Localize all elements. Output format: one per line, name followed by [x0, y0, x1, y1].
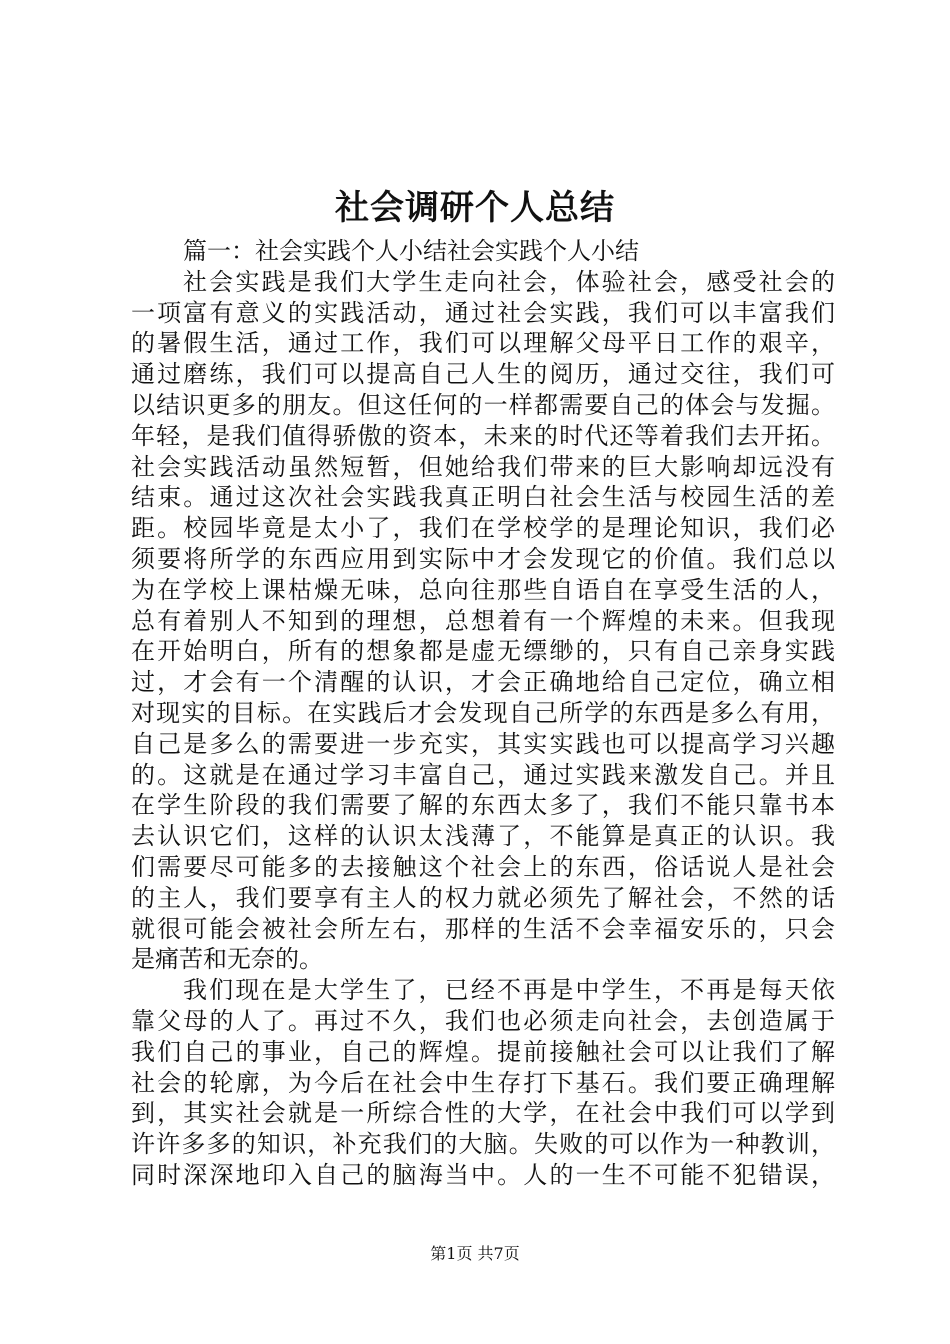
- text-line: 的。这就是在通过学习丰富自己，通过实践来激发自己。并且: [131, 760, 835, 789]
- text-line: 年轻，是我们值得骄傲的资本，未来的时代还等着我们去开拓。: [131, 421, 835, 450]
- document-title: 社会调研个人总结: [335, 188, 615, 228]
- text-line: 许许多多的知识，补充我们的大脑。失败的可以作为一种教训，: [131, 1130, 835, 1159]
- text-line: 对现实的目标。在实践后才会发现自己所学的东西是多么有用，: [131, 698, 835, 727]
- text-line: 同时深深地印入自己的脑海当中。人的一生不可能不犯错误，: [131, 1160, 835, 1189]
- text-line: 我们现在是大学生了，已经不再是中学生，不再是每天依: [183, 976, 835, 1005]
- text-line: 的暑假生活，通过工作，我们可以理解父母平日工作的艰辛，: [131, 329, 835, 358]
- text-line: 为在学校上课枯燥无味，总向往那些自语自在享受生活的人，: [131, 575, 835, 604]
- text-line: 就很可能会被社会所左右，那样的生活不会幸福安乐的，只会: [131, 914, 835, 943]
- text-line: 去认识它们，这样的认识太浅薄了，不能算是真正的认识。我: [131, 822, 835, 851]
- text-line: 靠父母的人了。再过不久，我们也必须走向社会，去创造属于: [131, 1006, 835, 1035]
- text-line: 结束。通过这次社会实践我真正明白社会生活与校园生活的差: [131, 483, 835, 512]
- text-line: 篇一：社会实践个人小结社会实践个人小结: [183, 237, 639, 265]
- text-line: 到，其实社会就是一所综合性的大学，在社会中我们可以学到: [131, 1099, 835, 1128]
- text-line: 在学生阶段的我们需要了解的东西太多了，我们不能只靠书本: [131, 791, 835, 820]
- text-line: 距。校园毕竟是太小了，我们在学校学的是理论知识，我们必: [131, 514, 835, 543]
- text-line: 社会实践活动虽然短暂，但她给我们带来的巨大影响却远没有: [131, 452, 835, 481]
- document-body: [131, 236, 835, 1191]
- text-line: 自己是多么的需要进一步充实，其实实践也可以提高学习兴趣: [131, 729, 835, 758]
- page-footer: 第1页 共7页: [430, 1244, 520, 1263]
- text-line: 社会实践是我们大学生走向社会，体验社会，感受社会的: [183, 267, 835, 296]
- text-line: 们需要尽可能多的去接触这个社会上的东西，俗话说人是社会: [131, 852, 835, 881]
- text-line: 总有着别人不知到的理想，总想着有一个辉煌的未来。但我现: [131, 606, 835, 635]
- text-line: 我们自己的事业，自己的辉煌。提前接触社会可以让我们了解: [131, 1037, 835, 1066]
- text-line: 社会的轮廓，为今后在社会中生存打下基石。我们要正确理解: [131, 1068, 835, 1097]
- text-line: 过，才会有一个清醒的认识，才会正确地给自己定位，确立相: [131, 668, 835, 697]
- text-line: 在开始明白，所有的想象都是虚无缥缈的，只有自己亲身实践: [131, 637, 835, 666]
- text-line: 的主人，我们要享有主人的权力就必须先了解社会，不然的话: [131, 883, 835, 912]
- text-line: 以结识更多的朋友。但这任何的一样都需要自己的体会与发掘。: [131, 390, 835, 419]
- text-line: 通过磨练，我们可以提高自己人生的阅历，通过交往，我们可: [131, 360, 835, 389]
- text-line: 一项富有意义的实践活动，通过社会实践，我们可以丰富我们: [131, 298, 835, 327]
- text-line: 是痛苦和无奈的。: [131, 945, 323, 974]
- text-line: 须要将所学的东西应用到实际中才会发现它的价值。我们总以: [131, 544, 835, 573]
